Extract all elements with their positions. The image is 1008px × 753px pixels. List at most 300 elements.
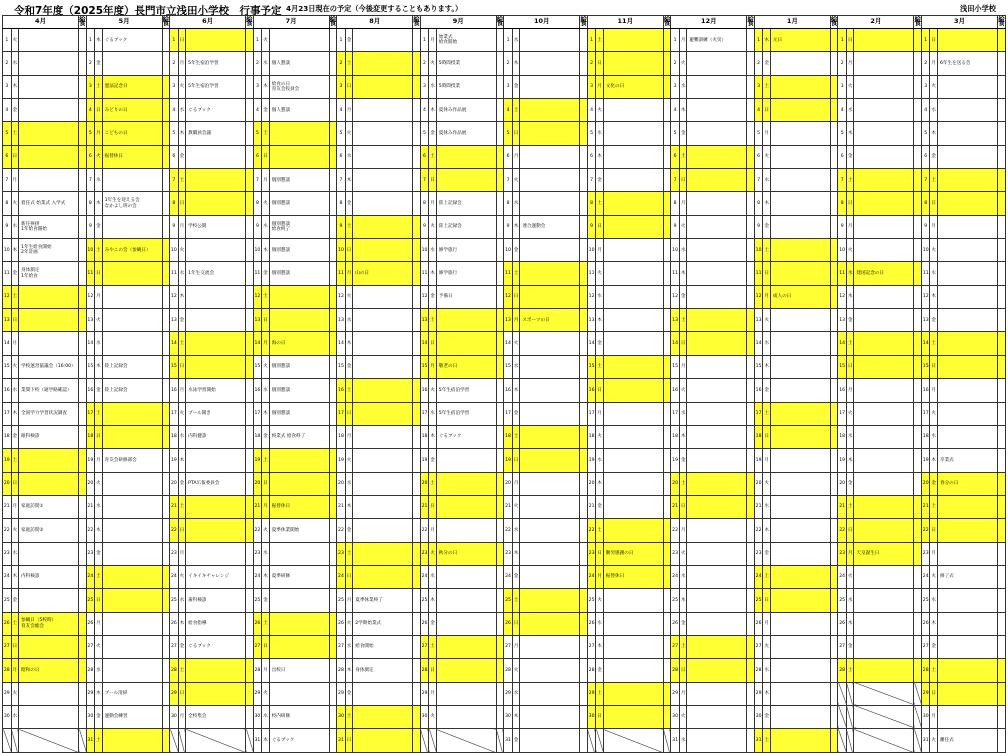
weekday-cell: 火: [11, 519, 18, 542]
day-number: 24: [587, 565, 596, 588]
lunch-cell: [747, 589, 754, 612]
day-number: 29: [671, 682, 680, 705]
day-number: 4: [86, 99, 95, 122]
day-number: 16: [253, 379, 262, 402]
lunch-cell: [747, 332, 754, 355]
weekday-cell: 火: [262, 682, 269, 705]
weekday-cell: 日: [512, 122, 519, 145]
month-header: 10月: [504, 16, 580, 29]
event-cell: ぐるブック: [186, 99, 246, 122]
lunch-cell: [580, 612, 587, 635]
weekday-cell: 火: [930, 402, 937, 425]
lunch-cell: [830, 682, 837, 705]
day-number: 17: [3, 402, 12, 425]
lunch-cell: [413, 145, 420, 168]
event-cell: 5年生宿泊学習: [436, 402, 496, 425]
day-number: 7: [420, 169, 429, 192]
event-cell: こどもの日: [102, 122, 162, 145]
lunch-cell: [246, 682, 253, 705]
day-number: 22: [253, 519, 262, 542]
weekday-cell: 水: [679, 75, 686, 98]
event-cell: [269, 682, 329, 705]
event-cell: 給食指導: [186, 612, 246, 635]
event-cell: [436, 145, 496, 168]
day-row: [3, 542, 1006, 565]
event-cell: [770, 402, 830, 425]
event-cell: 夏休み作品展: [436, 99, 496, 122]
lunch-column-header: 給食: [830, 15, 838, 27]
day-row: [3, 52, 1006, 75]
lunch-cell: [329, 589, 336, 612]
weekday-cell: 木: [95, 29, 102, 52]
weekday-cell: 金: [262, 99, 269, 122]
event-cell: [854, 635, 914, 658]
day-number: 26: [504, 612, 513, 635]
event-cell: [687, 99, 747, 122]
lunch-cell: [747, 145, 754, 168]
lunch-cell: [580, 215, 587, 238]
lunch-column-header: 給食: [580, 15, 587, 27]
lunch-column-header: 給食: [747, 15, 754, 27]
day-number: 9: [3, 215, 12, 238]
day-number: 27: [587, 635, 596, 658]
event-cell: [687, 729, 747, 752]
day-number: 30: [86, 705, 95, 728]
day-row: [3, 449, 1006, 472]
lunch-cell: [830, 589, 837, 612]
day-number: 23: [170, 542, 179, 565]
lunch-cell: [663, 682, 670, 705]
day-number: 26: [754, 612, 763, 635]
lunch-cell: [747, 355, 754, 378]
event-cell: [19, 705, 79, 728]
lunch-cell: [79, 659, 86, 682]
weekday-cell: 月: [11, 495, 18, 518]
empty-day-cell: [838, 682, 847, 705]
event-cell: [770, 192, 830, 215]
lunch-cell: [162, 682, 169, 705]
event-cell: [19, 542, 79, 565]
weekday-cell: 木: [429, 99, 436, 122]
event-cell: 5年生宿泊学習: [186, 75, 246, 98]
lunch-cell: [997, 449, 1005, 472]
event-cell: [770, 682, 830, 705]
event-cell: [520, 425, 580, 448]
weekday-cell: 火: [846, 402, 853, 425]
event-cell: [520, 449, 580, 472]
weekday-cell: 月: [178, 379, 185, 402]
weekday-cell: 土: [846, 495, 853, 518]
day-number: 23: [838, 542, 847, 565]
event-cell: 陸上記録会: [102, 379, 162, 402]
event-cell: [854, 52, 914, 75]
weekday-cell: 木: [345, 332, 352, 355]
lunch-cell: [663, 705, 670, 728]
event-cell: 教職員会議: [186, 122, 246, 145]
day-number: 10: [754, 239, 763, 262]
event-cell: [436, 659, 496, 682]
lunch-cell: [79, 612, 86, 635]
lunch-cell: [329, 215, 336, 238]
lunch-cell: [246, 425, 253, 448]
lunch-cell: [997, 75, 1005, 98]
day-number: 11: [754, 262, 763, 285]
event-cell: 業間下校（通学路確認）: [19, 379, 79, 402]
lunch-cell: [997, 29, 1005, 52]
lunch-cell: [830, 75, 837, 98]
event-cell: [436, 449, 496, 472]
weekday-cell: 日: [11, 145, 18, 168]
day-number: 10: [921, 239, 930, 262]
day-number: 6: [504, 145, 513, 168]
weekday-cell: 月: [11, 332, 18, 355]
day-number: 19: [587, 449, 596, 472]
day-number: 21: [754, 495, 763, 518]
event-cell: 着任式 始業式 入学式: [19, 192, 79, 215]
day-number: 10: [86, 239, 95, 262]
empty-day-cell: [3, 729, 12, 752]
day-number: 27: [3, 635, 12, 658]
weekday-cell: 月: [262, 332, 269, 355]
weekday-cell: 水: [512, 682, 519, 705]
day-number: 28: [86, 659, 95, 682]
event-cell: [102, 729, 162, 752]
event-cell: [687, 635, 747, 658]
lunch-cell: [162, 285, 169, 308]
empty-day-cell: [420, 729, 429, 752]
lunch-cell: [496, 589, 503, 612]
weekday-cell: 水: [846, 99, 853, 122]
lunch-cell: [830, 99, 837, 122]
lunch-cell: [747, 99, 754, 122]
lunch-cell: [496, 52, 503, 75]
lunch-cell: [329, 542, 336, 565]
event-cell: 夏季休業終了: [353, 589, 413, 612]
day-row: [3, 425, 1006, 448]
lunch-cell: [747, 472, 754, 495]
event-cell: 文化の日: [603, 75, 663, 98]
lunch-cell: [997, 565, 1005, 588]
day-number: 30: [921, 705, 930, 728]
weekday-cell: 木: [512, 542, 519, 565]
weekday-cell: 金: [930, 635, 937, 658]
weekday-cell: 土: [11, 122, 18, 145]
weekday-cell: 日: [345, 239, 352, 262]
event-cell: 家庭訪問①: [19, 495, 79, 518]
weekday-cell: 火: [679, 705, 686, 728]
day-number: 25: [838, 589, 847, 612]
event-cell: [269, 635, 329, 658]
lunch-cell: [997, 612, 1005, 635]
day-number: 11: [504, 262, 513, 285]
day-number: 14: [3, 332, 12, 355]
day-number: 30: [253, 705, 262, 728]
event-cell: [353, 169, 413, 192]
weekday-cell: 水: [429, 75, 436, 98]
day-number: 1: [420, 29, 429, 52]
weekday-cell: 水: [95, 659, 102, 682]
lunch-cell: [246, 635, 253, 658]
lunch-cell: [747, 729, 754, 752]
weekday-cell: 金: [679, 449, 686, 472]
weekday-cell: 木: [846, 285, 853, 308]
day-row: [3, 565, 1006, 588]
day-number: 29: [3, 682, 12, 705]
day-number: 15: [671, 355, 680, 378]
weekday-cell: 土: [679, 472, 686, 495]
lunch-cell: [79, 52, 86, 75]
day-number: 17: [86, 402, 95, 425]
event-cell: [603, 309, 663, 332]
day-row: [3, 239, 1006, 262]
weekday-cell: 木: [763, 355, 770, 378]
lunch-cell: [246, 99, 253, 122]
event-cell: [102, 285, 162, 308]
lunch-cell: [496, 29, 503, 52]
lunch-cell: [830, 519, 837, 542]
event-cell: [102, 565, 162, 588]
lunch-cell: [162, 239, 169, 262]
lunch-cell: [663, 635, 670, 658]
event-cell: 校内研修: [269, 705, 329, 728]
event-cell: [102, 262, 162, 285]
event-cell: [770, 239, 830, 262]
weekday-cell: 土: [930, 332, 937, 355]
event-cell: [770, 589, 830, 612]
lunch-cell: [580, 122, 587, 145]
day-number: 13: [504, 309, 513, 332]
day-number: 7: [838, 169, 847, 192]
event-cell: [770, 729, 830, 752]
day-number: 20: [420, 472, 429, 495]
day-row: [3, 75, 1006, 98]
day-number: 3: [86, 75, 95, 98]
event-cell: [770, 495, 830, 518]
lunch-cell: [496, 285, 503, 308]
event-cell: [102, 215, 162, 238]
lunch-cell: [580, 682, 587, 705]
lunch-cell: [162, 52, 169, 75]
event-cell: [19, 169, 79, 192]
lunch-cell: [997, 239, 1005, 262]
lunch-column-header: 給食: [413, 15, 420, 27]
weekday-cell: 水: [11, 215, 18, 238]
day-number: 12: [921, 285, 930, 308]
weekday-cell: 土: [429, 472, 436, 495]
day-number: 23: [504, 542, 513, 565]
lunch-cell: [246, 542, 253, 565]
lunch-cell: [329, 75, 336, 98]
day-number: 18: [253, 425, 262, 448]
event-cell: 夏季休業開始: [269, 519, 329, 542]
weekday-cell: 月: [512, 472, 519, 495]
event-cell: [102, 169, 162, 192]
weekday-cell: 火: [512, 659, 519, 682]
event-cell: [603, 635, 663, 658]
event-cell: みやこの会（参観日）: [102, 239, 162, 262]
lunch-cell: [496, 495, 503, 518]
day-number: 1: [170, 29, 179, 52]
lunch-cell: [496, 355, 503, 378]
day-number: 9: [838, 215, 847, 238]
weekday-cell: 水: [345, 145, 352, 168]
lunch-cell: [747, 659, 754, 682]
lunch-column-header: 給食: [998, 15, 1005, 27]
event-cell: [687, 612, 747, 635]
lunch-cell: [914, 239, 921, 262]
event-cell: [353, 215, 413, 238]
weekday-cell: 火: [679, 542, 686, 565]
event-cell: 個別懇談 給食終了: [269, 215, 329, 238]
event-cell: [854, 285, 914, 308]
event-cell: [186, 239, 246, 262]
day-number: 23: [587, 542, 596, 565]
lunch-cell: [663, 29, 670, 52]
month-header: 12月: [671, 16, 747, 29]
month-header: 11月: [587, 16, 663, 29]
event-cell: [687, 425, 747, 448]
day-number: 20: [587, 472, 596, 495]
event-cell: [854, 332, 914, 355]
lunch-cell: [413, 659, 420, 682]
event-cell: [937, 75, 997, 98]
day-number: 8: [420, 192, 429, 215]
weekday-cell: 土: [596, 682, 603, 705]
weekday-cell: 土: [345, 705, 352, 728]
day-number: 23: [337, 542, 346, 565]
day-number: 8: [587, 192, 596, 215]
event-cell: [603, 425, 663, 448]
day-number: 26: [838, 612, 847, 635]
event-cell: [520, 75, 580, 98]
day-number: 21: [921, 495, 930, 518]
event-cell: [436, 565, 496, 588]
lunch-cell: [79, 635, 86, 658]
weekday-cell: 日: [846, 519, 853, 542]
lunch-cell: [997, 495, 1005, 518]
weekday-cell: 金: [512, 565, 519, 588]
event-cell: [520, 122, 580, 145]
day-number: 8: [504, 192, 513, 215]
day-number: 21: [420, 495, 429, 518]
day-number: 20: [754, 472, 763, 495]
day-number: 2: [504, 52, 513, 75]
lunch-cell: [329, 169, 336, 192]
day-number: 24: [921, 565, 930, 588]
day-number: 31: [253, 729, 262, 752]
event-cell: 卒業式: [937, 449, 997, 472]
event-cell: [603, 402, 663, 425]
weekday-cell: 土: [512, 425, 519, 448]
day-number: 5: [587, 122, 596, 145]
day-number: 19: [253, 449, 262, 472]
event-cell: [770, 169, 830, 192]
weekday-cell: 月: [95, 612, 102, 635]
lunch-cell: [329, 355, 336, 378]
weekday-cell: 月: [596, 75, 603, 98]
weekday-cell: 金: [262, 589, 269, 612]
event-cell: [770, 519, 830, 542]
day-number: 3: [671, 75, 680, 98]
day-number: 13: [253, 309, 262, 332]
lunch-cell: [747, 705, 754, 728]
weekday-cell: 日: [679, 169, 686, 192]
weekday-cell: 火: [95, 145, 102, 168]
lunch-cell: [914, 542, 921, 565]
weekday-cell: 金: [95, 379, 102, 402]
day-number: 6: [170, 145, 179, 168]
weekday-cell: 木: [930, 122, 937, 145]
event-cell: [19, 52, 79, 75]
weekday-cell: 火: [763, 145, 770, 168]
empty-day-cell: [178, 729, 185, 752]
weekday-cell: 日: [763, 425, 770, 448]
lunch-cell: [580, 402, 587, 425]
lunch-cell: [162, 565, 169, 588]
event-cell: 個別懇談: [269, 355, 329, 378]
weekday-cell: 土: [345, 542, 352, 565]
weekday-cell: 水: [679, 565, 686, 588]
weekday-cell: 水: [95, 495, 102, 518]
weekday-cell: 金: [763, 52, 770, 75]
event-cell: 個別懇談: [269, 262, 329, 285]
lunch-cell: [496, 192, 503, 215]
lunch-cell: [747, 52, 754, 75]
weekday-cell: 日: [679, 495, 686, 518]
event-cell: [520, 52, 580, 75]
weekday-cell: 金: [679, 612, 686, 635]
day-number: 18: [86, 425, 95, 448]
lunch-cell: [413, 169, 420, 192]
event-cell: [353, 472, 413, 495]
weekday-cell: 日: [262, 145, 269, 168]
event-cell: [436, 169, 496, 192]
day-number: 22: [921, 519, 930, 542]
event-cell: 憲法記念日: [102, 75, 162, 98]
lunch-cell: [496, 635, 503, 658]
weekday-cell: 火: [429, 542, 436, 565]
event-cell: [353, 52, 413, 75]
weekday-cell: 土: [596, 519, 603, 542]
event-cell: [603, 682, 663, 705]
event-cell: 個別懇談: [269, 379, 329, 402]
lunch-column-header: 給食: [496, 15, 504, 27]
event-cell: [353, 495, 413, 518]
weekday-cell: 木: [429, 425, 436, 448]
lunch-cell: [830, 659, 837, 682]
day-number: 16: [754, 379, 763, 402]
event-cell: [436, 472, 496, 495]
lunch-cell: [914, 402, 921, 425]
event-cell: [854, 589, 914, 612]
day-row: [3, 635, 1006, 658]
day-number: 31: [754, 729, 763, 752]
weekday-cell: 日: [345, 729, 352, 752]
day-number: 27: [337, 635, 346, 658]
lunch-cell: [663, 589, 670, 612]
event-cell: [687, 122, 747, 145]
day-number: 27: [253, 635, 262, 658]
weekday-cell: 木: [930, 449, 937, 472]
lunch-cell: [246, 402, 253, 425]
day-number: 1: [587, 29, 596, 52]
day-number: 4: [921, 99, 930, 122]
event-cell: [436, 589, 496, 612]
day-number: 12: [838, 285, 847, 308]
day-number: 25: [587, 589, 596, 612]
weekday-cell: 土: [11, 449, 18, 472]
lunch-cell: [830, 379, 837, 402]
